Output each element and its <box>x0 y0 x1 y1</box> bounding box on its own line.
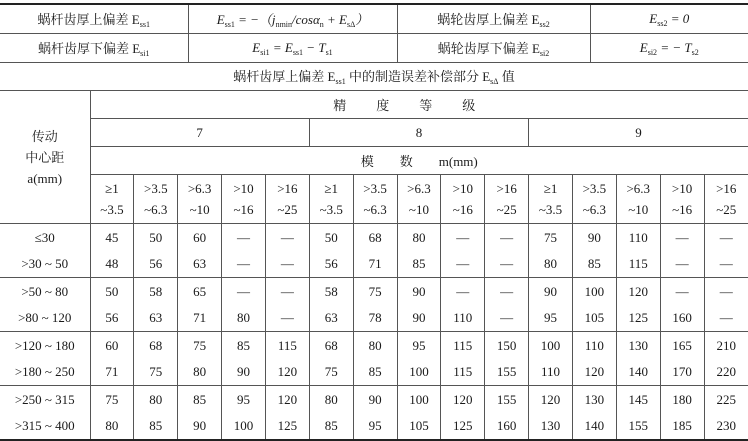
compensation-value: 80 <box>237 309 250 325</box>
value-cell <box>397 332 441 386</box>
compensation-value: — <box>500 309 514 325</box>
compensation-value: 120 <box>540 391 561 407</box>
value-cell <box>616 332 660 386</box>
module-range-line: ~25 <box>496 202 517 217</box>
value-cell <box>134 224 178 278</box>
compensation-value: 130 <box>628 337 648 353</box>
compensation-value: 170 <box>672 363 692 379</box>
compensation-value: 110 <box>584 337 604 353</box>
compensation-value: — <box>280 255 294 271</box>
value-cell <box>265 224 309 278</box>
compensation-value: 160 <box>496 417 517 433</box>
module-range <box>572 175 616 224</box>
value-cell <box>309 386 353 441</box>
module-range-line: ~10 <box>408 202 429 217</box>
compensation-value: 50 <box>105 283 119 299</box>
compensation-value: 90 <box>544 283 558 299</box>
compensation-value: 220 <box>716 363 737 379</box>
compensation-value: 75 <box>544 229 558 245</box>
value-cell <box>265 278 309 332</box>
module-range <box>134 175 178 224</box>
grade-row <box>0 119 748 147</box>
module-range <box>265 175 309 224</box>
value-cell <box>529 224 573 278</box>
value-cell <box>441 386 485 441</box>
compensation-value: 120 <box>277 391 298 407</box>
value-cell <box>397 386 441 441</box>
value-cell <box>572 278 616 332</box>
compensation-value: — <box>500 255 514 271</box>
compensation-value: 155 <box>628 417 648 433</box>
compensation-value: 58 <box>324 283 338 299</box>
compensation-value: 68 <box>368 229 382 245</box>
compensation-value: 63 <box>149 309 163 325</box>
compensation-value: 120 <box>277 363 298 379</box>
compensation-value: 45 <box>105 229 119 245</box>
compensation-value: 90 <box>412 309 426 325</box>
compensation-value: 160 <box>672 309 692 325</box>
value-cell <box>660 278 704 332</box>
center-distance-range-line: >250 ~ 315 <box>14 391 75 407</box>
value-cell <box>397 278 441 332</box>
compensation-value: — <box>500 229 514 245</box>
wheel-lower-deviation-label: 蜗轮齿厚下偏差 $E_{si2}$ <box>397 34 590 63</box>
center-distance-range <box>0 386 90 441</box>
compensation-value: 185 <box>672 417 692 433</box>
compensation-value: — <box>456 283 470 299</box>
compensation-value: 230 <box>716 417 737 433</box>
module-range <box>529 175 573 224</box>
module-range <box>309 175 353 224</box>
compensation-value: 60 <box>105 337 119 353</box>
compensation-value: 80 <box>149 391 163 407</box>
value-cell <box>90 278 134 332</box>
compensation-value: 75 <box>368 283 382 299</box>
compensation-value: 155 <box>496 391 517 407</box>
value-cell <box>222 332 266 386</box>
compensation-value: 95 <box>237 391 250 407</box>
compensation-value: 100 <box>584 283 605 299</box>
value-cell <box>704 386 748 441</box>
compensation-value: 56 <box>149 255 163 271</box>
module-range-line: >16 <box>277 181 298 196</box>
value-cell <box>222 224 266 278</box>
value-cell <box>616 278 660 332</box>
compensation-value: 95 <box>368 417 382 433</box>
compensation-value: 80 <box>412 229 426 245</box>
compensation-value: 80 <box>193 363 207 379</box>
value-cell <box>134 332 178 386</box>
center-distance-header-line: 传动 <box>31 128 58 144</box>
compensation-value: 225 <box>716 391 737 407</box>
compensation-value: — <box>280 229 294 245</box>
value-cell <box>704 332 748 386</box>
value-cell <box>485 224 529 278</box>
compensation-value: 100 <box>540 337 561 353</box>
compensation-value: 105 <box>584 309 605 325</box>
worm-upper-deviation-label: 蜗杆齿厚上偏差 $E_{ss1}$ <box>0 4 188 34</box>
precision-header-row <box>0 91 748 119</box>
module-range <box>90 175 134 224</box>
compensation-value: 120 <box>584 363 605 379</box>
module-range-line: ≥1 <box>324 181 339 196</box>
compensation-value: 110 <box>628 229 648 245</box>
module-range-line: >6.3 <box>626 181 651 196</box>
compensation-value: 58 <box>149 283 163 299</box>
compensation-value: 78 <box>368 309 382 325</box>
module-range-line: ~16 <box>452 202 473 217</box>
module-range-row <box>0 175 748 224</box>
compensation-value: 100 <box>233 417 254 433</box>
value-cell <box>616 386 660 441</box>
worm-lower-deviation-formula: $E_{si1} = E_{ss1} - T_{s1}$ <box>188 34 397 63</box>
compensation-value: 115 <box>453 363 473 379</box>
module-range <box>704 175 748 224</box>
compensation-value: — <box>456 229 470 245</box>
compensation-value: 90 <box>237 363 250 379</box>
compensation-value: 71 <box>193 309 207 325</box>
compensation-value: 85 <box>368 363 382 379</box>
compensation-value: 180 <box>672 391 692 407</box>
module-range <box>397 175 441 224</box>
compensation-value: 125 <box>277 417 298 433</box>
center-distance-range <box>0 332 90 386</box>
value-cell <box>222 278 266 332</box>
compensation-value: 95 <box>544 309 558 325</box>
compensation-value: 140 <box>584 417 605 433</box>
module-range <box>616 175 660 224</box>
module-range-line: >6.3 <box>407 181 431 196</box>
table-row-group <box>0 224 748 278</box>
compensation-value: — <box>675 229 689 245</box>
value-cell <box>353 386 397 441</box>
compensation-value: — <box>719 283 733 299</box>
value-cell <box>441 224 485 278</box>
compensation-value: 145 <box>628 391 648 407</box>
compensation-value: 75 <box>193 337 207 353</box>
compensation-value: — <box>500 283 514 299</box>
module-range <box>660 175 704 224</box>
compensation-value: 85 <box>149 417 163 433</box>
value-cell <box>397 224 441 278</box>
compensation-value: 90 <box>368 391 382 407</box>
value-cell <box>265 332 309 386</box>
center-distance-range <box>0 278 90 332</box>
compensation-value: — <box>237 229 250 245</box>
module-range-line: ~3.5 <box>319 202 343 217</box>
compensation-value: 85 <box>193 391 207 407</box>
module-range-line: ≥1 <box>105 181 119 196</box>
center-distance-header-line: 中心距 <box>25 149 65 165</box>
center-distance-range-line: >315 ~ 400 <box>14 417 75 433</box>
compensation-value: 100 <box>409 391 429 407</box>
center-distance-range <box>0 224 90 278</box>
value-cell <box>660 224 704 278</box>
value-cell <box>265 386 309 441</box>
compensation-value: — <box>719 309 733 325</box>
wheel-upper-deviation-label: 蜗轮齿厚上偏差 $E_{ss2}$ <box>397 4 590 34</box>
module-range-line: ~6.3 <box>363 202 387 217</box>
value-cell <box>90 386 134 441</box>
compensation-value: 75 <box>105 391 119 407</box>
compensation-value: 100 <box>409 363 429 379</box>
module-range-line: >10 <box>233 181 254 196</box>
upper-deviation-row <box>0 4 748 34</box>
module-range-line: ~25 <box>716 202 737 217</box>
compensation-value: 90 <box>587 229 601 245</box>
grade-8: 8 <box>309 119 528 147</box>
compensation-value: — <box>719 255 733 271</box>
compensation-value: — <box>237 283 250 299</box>
compensation-value: 110 <box>453 309 473 325</box>
module-range-line: ~6.3 <box>144 202 168 217</box>
value-cell <box>660 386 704 441</box>
value-cell <box>529 332 573 386</box>
section-title: 蜗杆齿厚上偏差 $E_{ss1}$ 中的制造误差补偿部分 $E_{s\Delta}$ 值 <box>0 63 748 91</box>
wheel-lower-deviation-formula: $E_{si2}$ = − $T_{s2}$ <box>590 34 748 63</box>
compensation-value: 75 <box>149 363 163 379</box>
module-header: 模 数 m(mm) <box>90 147 748 175</box>
value-cell <box>178 278 222 332</box>
compensation-value: 80 <box>544 255 558 271</box>
module-range-line: ~16 <box>233 202 254 217</box>
compensation-value: 63 <box>324 309 338 325</box>
value-cell <box>529 278 573 332</box>
worm-lower-deviation-label: 蜗杆齿厚下偏差 $E_{si1}$ <box>0 34 188 63</box>
compensation-value: 155 <box>496 363 517 379</box>
module-range-line: ≥1 <box>543 181 558 196</box>
compensation-value: 90 <box>412 283 426 299</box>
value-cell <box>353 332 397 386</box>
compensation-value: — <box>675 283 689 299</box>
value-cell <box>178 332 222 386</box>
grade-9: 9 <box>529 119 748 147</box>
value-cell <box>660 332 704 386</box>
compensation-value: 68 <box>149 337 163 353</box>
module-header-row <box>0 147 748 175</box>
compensation-value: 56 <box>324 255 338 271</box>
compensation-value: 115 <box>453 337 473 353</box>
compensation-value: 75 <box>324 363 338 379</box>
deviation-formula-table <box>0 3 748 63</box>
compensation-value: 80 <box>368 337 382 353</box>
center-distance-range-line: >120 ~ 180 <box>14 337 75 353</box>
value-cell <box>90 332 134 386</box>
module-range-line: >16 <box>716 181 737 196</box>
value-cell <box>485 386 529 441</box>
compensation-value: 71 <box>368 255 382 271</box>
compensation-value: 50 <box>324 229 338 245</box>
compensation-value: 130 <box>540 417 561 433</box>
module-range <box>485 175 529 224</box>
table-row-group <box>0 332 748 386</box>
compensation-value: 50 <box>149 229 163 245</box>
compensation-value: 115 <box>628 255 648 271</box>
center-distance-range-line: >30 ~ 50 <box>21 255 69 271</box>
center-distance-header <box>0 91 90 224</box>
compensation-value: 125 <box>453 417 473 433</box>
compensation-value: 80 <box>324 391 338 407</box>
module-range-line: >3.5 <box>143 181 168 196</box>
wheel-upper-deviation-formula: $E_{ss2} = 0$ <box>590 4 748 34</box>
center-distance-range-line: >80 ~ 120 <box>18 309 72 325</box>
compensation-value: 85 <box>412 255 426 271</box>
compensation-value: 90 <box>193 417 207 433</box>
value-cell <box>572 332 616 386</box>
module-range-line: >10 <box>452 181 473 196</box>
value-cell <box>353 278 397 332</box>
value-cell <box>704 278 748 332</box>
compensation-value: 95 <box>412 337 426 353</box>
module-range <box>178 175 222 224</box>
worm-upper-deviation-formula: $E_{ss1} = -(j_{nmin}/\cos\alpha_n + E_{s\Delta})$ <box>188 4 397 34</box>
compensation-value: 85 <box>324 417 338 433</box>
compensation-value: 130 <box>584 391 605 407</box>
module-range-line: ~3.5 <box>100 202 124 217</box>
value-cell <box>222 386 266 441</box>
module-range-line: >10 <box>671 181 693 196</box>
lower-deviation-row <box>0 34 748 63</box>
module-range-line: ~3.5 <box>538 202 563 217</box>
compensation-value-table <box>0 91 748 441</box>
grade-7: 7 <box>90 119 309 147</box>
compensation-value: — <box>456 255 470 271</box>
module-range-line: >6.3 <box>187 181 212 196</box>
module-range <box>353 175 397 224</box>
compensation-value: 56 <box>105 309 119 325</box>
value-cell <box>134 386 178 441</box>
compensation-value: 63 <box>193 255 207 271</box>
compensation-value: 150 <box>496 337 517 353</box>
compensation-value: — <box>280 309 294 325</box>
center-distance-range-line: >50 ~ 80 <box>21 283 69 299</box>
table-row-group <box>0 278 748 332</box>
compensation-value: 71 <box>105 363 119 379</box>
value-cell <box>616 224 660 278</box>
compensation-value: 115 <box>277 337 297 353</box>
compensation-value: 85 <box>587 255 601 271</box>
table-row-group <box>0 386 748 441</box>
compensation-value: 140 <box>628 363 648 379</box>
compensation-value: 80 <box>105 417 119 433</box>
value-cell <box>178 224 222 278</box>
value-cell <box>309 278 353 332</box>
compensation-value: 68 <box>324 337 338 353</box>
value-cell <box>441 332 485 386</box>
compensation-value: — <box>719 229 733 245</box>
value-cell <box>134 278 178 332</box>
module-range-line: >3.5 <box>582 181 607 196</box>
compensation-value: 120 <box>453 391 473 407</box>
value-cell <box>572 224 616 278</box>
value-cell <box>485 332 529 386</box>
value-cell <box>704 224 748 278</box>
center-distance-range-line: >180 ~ 250 <box>14 363 75 379</box>
value-cell <box>309 332 353 386</box>
value-cell <box>441 278 485 332</box>
compensation-value: 165 <box>672 337 692 353</box>
compensation-value: 210 <box>716 337 737 353</box>
compensation-value: 120 <box>628 283 648 299</box>
compensation-value: 60 <box>193 229 207 245</box>
value-cell <box>178 386 222 441</box>
module-range <box>441 175 485 224</box>
precision-grade-header: 精度等级 <box>90 91 748 119</box>
compensation-value: 65 <box>193 283 207 299</box>
compensation-value: 125 <box>628 309 648 325</box>
module-range-line: ~25 <box>277 202 298 217</box>
center-distance-header-line: a(mm) <box>27 170 63 186</box>
value-cell <box>485 278 529 332</box>
module-range-line: ~10 <box>189 202 210 217</box>
value-cell <box>90 224 134 278</box>
module-range-line: ~6.3 <box>582 202 607 217</box>
module-range-line: ~16 <box>672 202 693 217</box>
module-range-line: ~10 <box>628 202 649 217</box>
center-distance-range-line: ≤30 <box>34 229 55 245</box>
module-range-line: >16 <box>496 181 517 196</box>
compensation-value: 105 <box>409 417 429 433</box>
value-cell <box>529 386 573 441</box>
module-range <box>222 175 266 224</box>
value-cell <box>353 224 397 278</box>
compensation-value: — <box>237 255 250 271</box>
value-cell <box>572 386 616 441</box>
value-cell <box>309 224 353 278</box>
compensation-value: 48 <box>105 255 119 271</box>
compensation-value: — <box>675 255 689 271</box>
compensation-value: 85 <box>237 337 250 353</box>
compensation-value: 110 <box>541 363 561 379</box>
compensation-value: — <box>280 283 294 299</box>
module-range-line: >3.5 <box>363 181 387 196</box>
